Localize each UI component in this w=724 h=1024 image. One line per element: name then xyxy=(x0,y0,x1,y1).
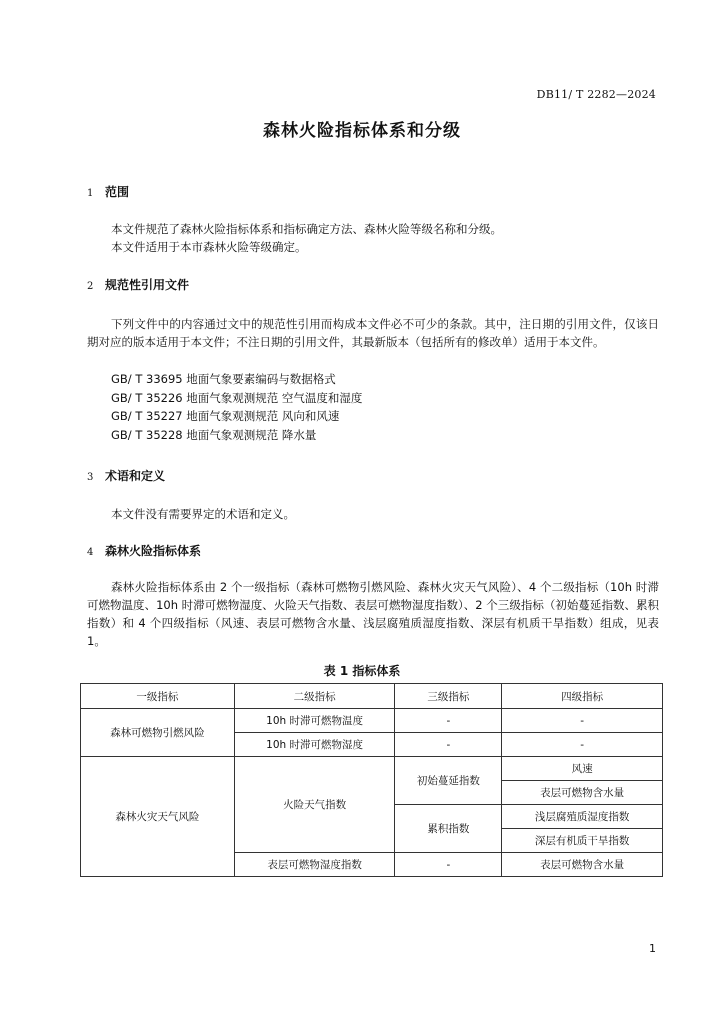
level2-cell: 10h 时滞可燃物温度 xyxy=(234,709,395,733)
reference-item: GB/ T 35228 地面气象观测规范 降水量 xyxy=(111,427,317,442)
paragraph: 本文件规范了森林火险指标体系和指标确定方法、森林火险等级名称和分级。 xyxy=(111,222,502,236)
table-row xyxy=(81,757,663,781)
section-title: 范围 xyxy=(105,185,130,199)
level4-cell: 表层可燃物含水量 xyxy=(502,853,663,877)
table-caption: 表 1 指标体系 xyxy=(323,664,401,678)
level4-cell: 浅层腐殖质湿度指数 xyxy=(502,805,663,829)
section-3-paragraph: 本文件没有需要界定的术语和定义。 xyxy=(111,507,295,521)
level4-cell: 表层可燃物含水量 xyxy=(502,781,663,805)
table-row xyxy=(81,709,663,733)
section-number: 2 xyxy=(87,281,94,292)
section-title: 森林火险指标体系 xyxy=(105,544,202,558)
level3-cell: 累积指数 xyxy=(395,805,502,853)
level3-cell: - xyxy=(395,733,502,757)
indicator-table xyxy=(80,683,663,877)
reference-item: GB/ T 35226 地面气象观测规范 空气温度和湿度 xyxy=(111,390,363,405)
level3-cell: - xyxy=(395,853,502,877)
reference-item: GB/ T 33695 地面气象要素编码与数据格式 xyxy=(111,372,336,386)
level4-cell: 风速 xyxy=(502,757,663,781)
header-level3: 三级指标 xyxy=(395,684,502,709)
level1-cell: 森林可燃物引燃风险 xyxy=(81,709,235,757)
section-title: 规范性引用文件 xyxy=(105,278,190,292)
section-title: 术语和定义 xyxy=(105,469,166,483)
section-4-heading xyxy=(87,542,201,559)
level2-cell: 火险天气指数 xyxy=(234,757,395,853)
section-number: 3 xyxy=(87,472,94,483)
level4-cell: - xyxy=(502,709,663,733)
level3-cell: 初始蔓延指数 xyxy=(395,757,502,805)
level3-cell: - xyxy=(395,709,502,733)
level2-cell: 表层可燃物湿度指数 xyxy=(234,853,395,877)
page-number: 1 xyxy=(649,942,656,955)
section-1-heading xyxy=(87,183,129,200)
standard-code: DB11/ T 2282—2024 xyxy=(536,88,656,101)
document-title: 森林火险指标体系和分级 xyxy=(263,121,461,141)
header-level2: 二级指标 xyxy=(234,684,395,709)
level4-cell: 深层有机质干旱指数 xyxy=(502,829,663,853)
level1-cell: 森林火灾天气风险 xyxy=(81,757,235,877)
section-number: 1 xyxy=(87,188,94,199)
section-4-paragraph: 森林火险指标体系由 2 个一级指标（森林可燃物引燃风险、森林火灾天气风险）、4 个二级指标（10h 时滞可燃物温度、10h 时滞可燃物湿度、火险天气指数、表层可燃物湿度指数）、2 个三级指标（初始蔓延指数、累积指数）和 4 个四级指标（风速、表层可燃物含水量、浅层腐殖质湿度指数、深层有机质干旱指数）组成，见表 1。 xyxy=(87,580,659,648)
header-level1: 一级指标 xyxy=(81,684,235,709)
section-2-heading xyxy=(87,276,189,293)
reference-item: GB/ T 35227 地面气象观测规范 风向和风速 xyxy=(111,409,340,423)
reference-list xyxy=(111,370,362,444)
section-2-paragraph: 下列文件中的内容通过文中的规范性引用而构成本文件必不可少的条款。其中，注日期的引用文件，仅该日期对应的版本适用于本文件；不注日期的引用文件，其最新版本（包括所有的修改单）适用于本文件。 xyxy=(87,317,659,349)
section-1-body xyxy=(111,220,683,256)
header-level4: 四级指标 xyxy=(502,684,663,709)
section-number: 4 xyxy=(87,547,94,558)
paragraph: 本文件适用于本市森林火险等级确定。 xyxy=(111,240,307,254)
section-3-heading xyxy=(87,467,165,484)
level4-cell: - xyxy=(502,733,663,757)
table-header-row xyxy=(81,684,663,709)
level2-cell: 10h 时滞可燃物湿度 xyxy=(234,733,395,757)
